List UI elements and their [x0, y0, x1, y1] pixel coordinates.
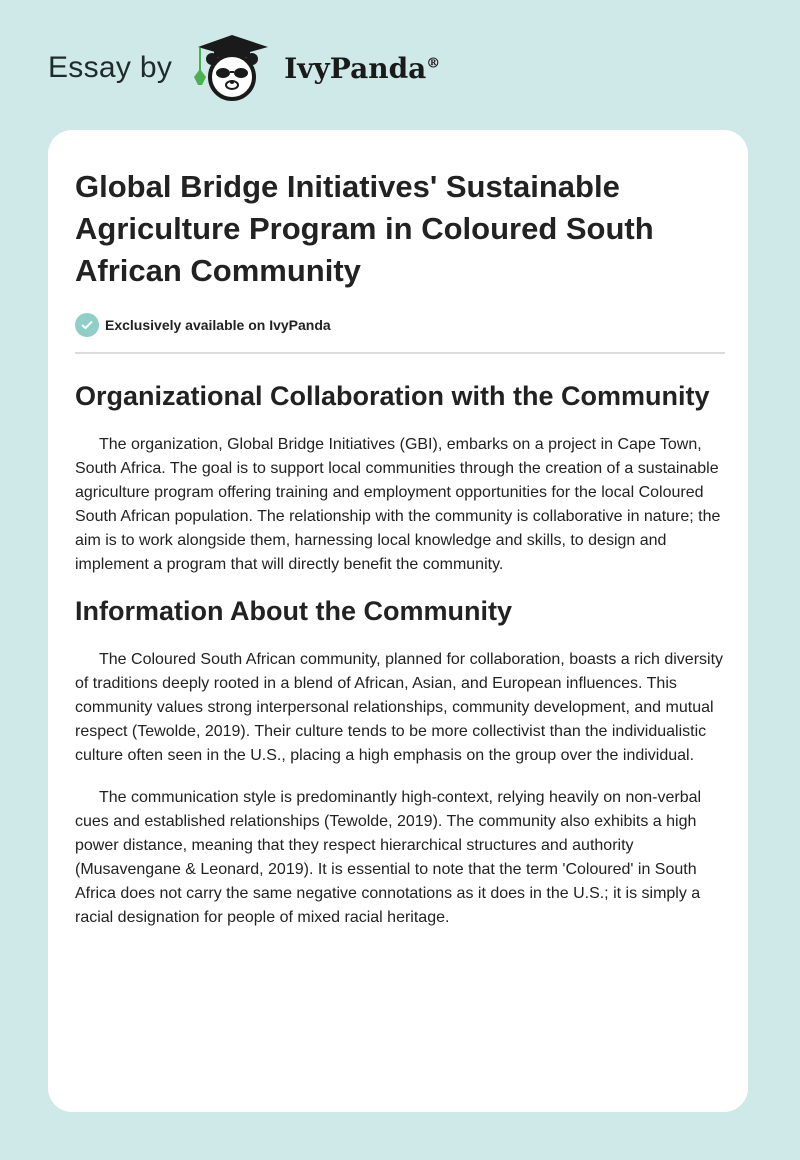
paragraph: The communication style is predominantly high-context, relying heavily on non-verbal cues and established relationships (Tewolde, 2019). The community also exhibits a high power distance, meaning that they respect hierarchical structures and authority (Musavengane & Leonard, 2019). It is essential to note that the term 'Coloured' in South Africa does not carry the same negative connotations as it does in the U.S.; it is simply a racial designation for people of mixed racial heritage. [75, 789, 702, 926]
divider [75, 352, 725, 354]
badge-text: Exclusively available on IvyPanda [105, 317, 331, 333]
brand-name: IvyPanda® [284, 51, 441, 85]
section-heading: Information About the Community [75, 596, 512, 626]
site-header [48, 38, 440, 98]
essay-by-label: Essay by [48, 51, 173, 84]
paragraph: The organization, Global Bridge Initiatives (GBI), embarks on a project in Cape Town, South Africa. The goal is to support local communities through the creation of a sustainable agriculture program offering training and employment opportunities for the local Coloured South African population. The relationship with the community is collaborative in nature; the aim is to work alongside them, harnessing local knowledge and skills, to design and implement a program that will directly benefit the community. [75, 436, 721, 573]
check-circle-icon [75, 313, 99, 337]
exclusive-badge [75, 312, 725, 338]
section-heading: Organizational Collaboration with the Community [75, 381, 710, 411]
paragraph: The Coloured South African community, planned for collaboration, boasts a rich diversity of traditions deeply rooted in a blend of African, Asian, and European influences. This community values strong interpersonal relationships, community development, and mutual respect (Tewolde, 2019). Their culture tends to be more collectivist than the individualistic culture often seen in the U.S., placing a high emphasis on the group over the individual. [75, 651, 724, 764]
ivypanda-logo-icon[interactable] [190, 33, 274, 103]
essay-card [48, 130, 748, 1112]
essay-title: Global Bridge Initiatives' Sustainable Agriculture Program in Coloured South African Community [75, 169, 654, 288]
